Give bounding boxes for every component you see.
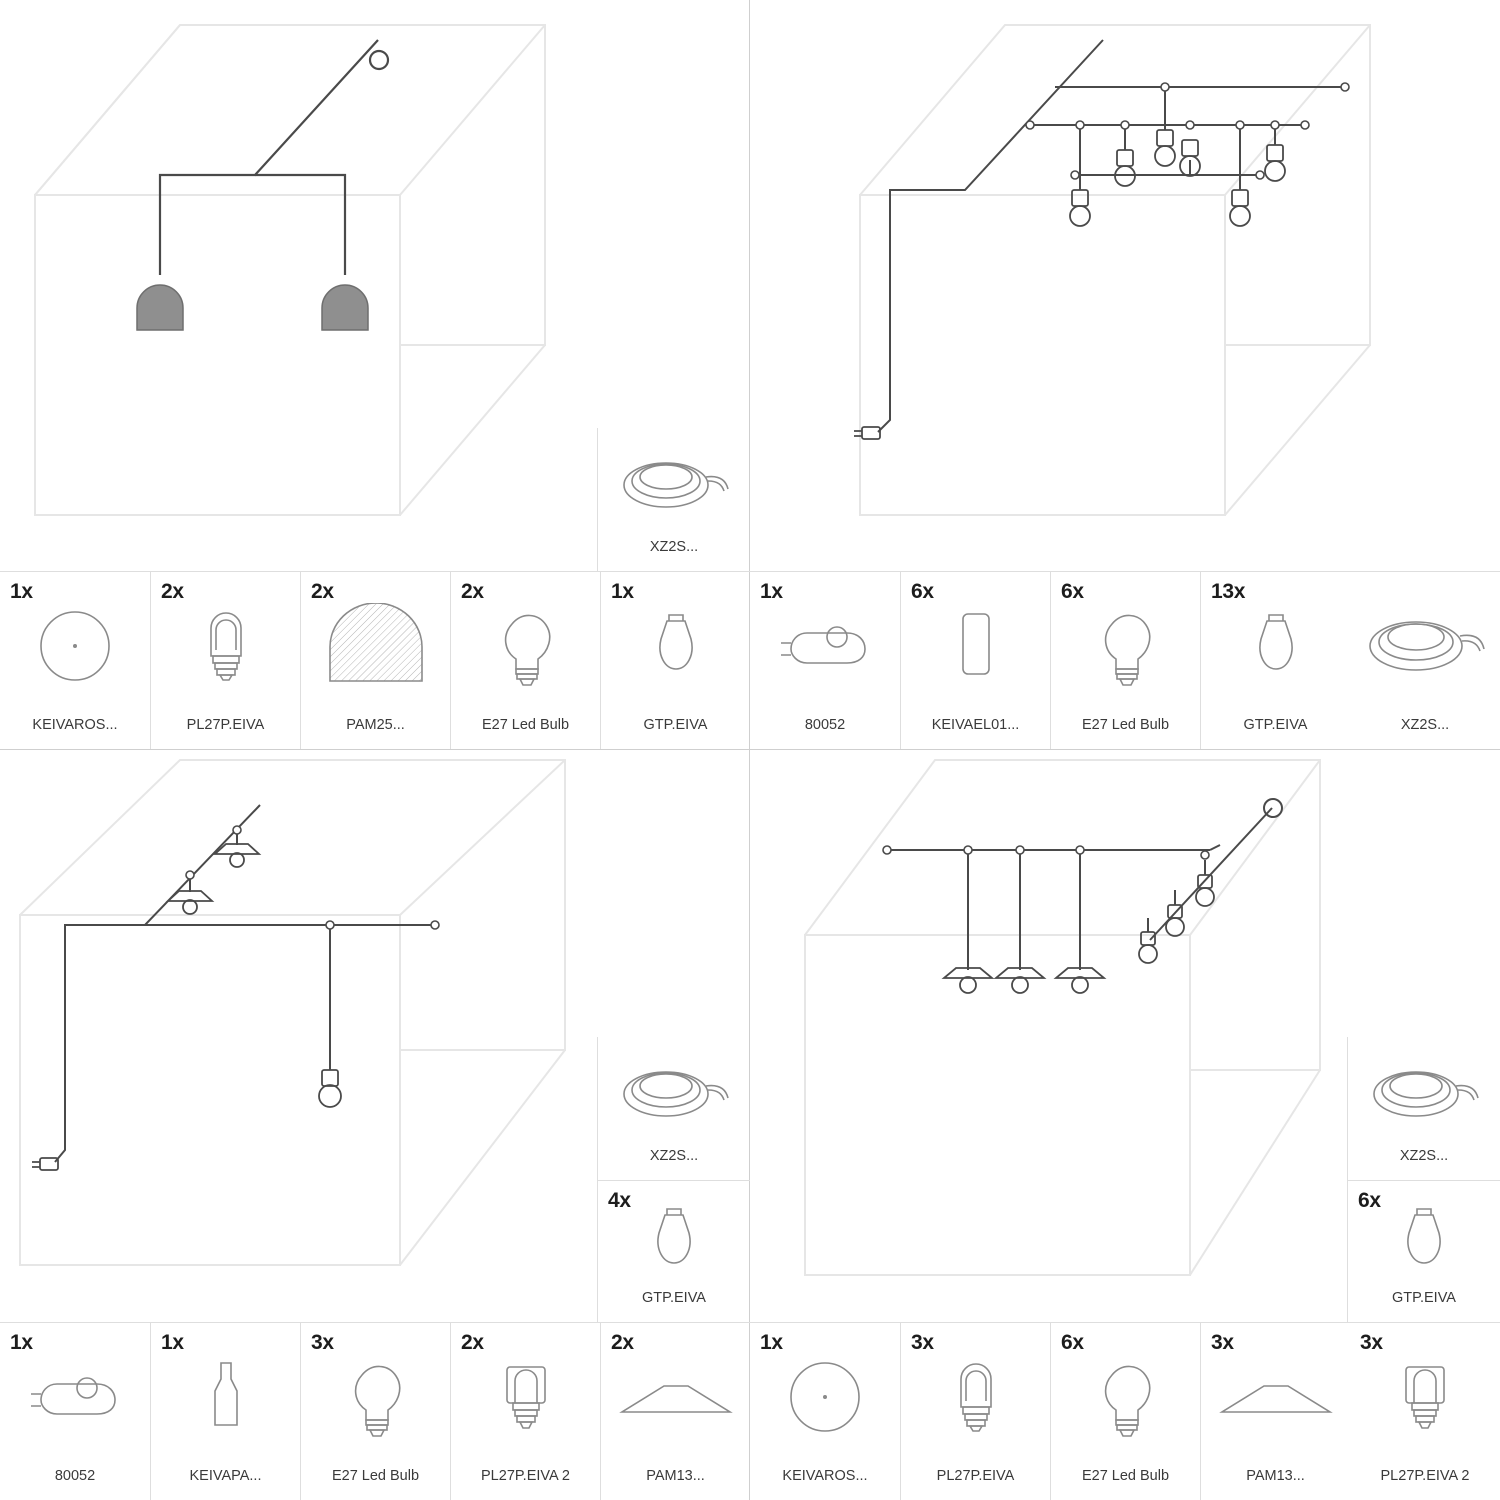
- bulb-icon: [494, 598, 558, 694]
- dome-shade-right: [322, 285, 368, 330]
- part-label: KEIVAROS...: [782, 1468, 868, 1484]
- plug-end: [854, 427, 880, 439]
- lamp-holder-icon: [941, 1349, 1011, 1445]
- part-item[interactable]: [750, 571, 900, 749]
- side-part-label: XZ2S...: [1399, 1148, 1449, 1164]
- part-item[interactable]: [900, 571, 1050, 749]
- side-part-qty: 6x: [1358, 1189, 1381, 1212]
- part-item[interactable]: [300, 1322, 450, 1500]
- part-label: E27 Led Bulb: [1081, 1468, 1170, 1484]
- panel-bottom-right: [750, 750, 1500, 1500]
- part-label: KEIVAPA...: [189, 1468, 262, 1484]
- side-part-label: GTP.EIVA: [1392, 1290, 1456, 1306]
- cable-gland-icon: [1245, 598, 1307, 694]
- cone-shade-icon: [616, 1349, 736, 1445]
- part-label: GTP.EIVA: [1243, 717, 1308, 733]
- part-qty: 1x: [760, 580, 783, 603]
- part-item[interactable]: [600, 1322, 750, 1500]
- part-item[interactable]: [0, 571, 150, 749]
- pendant-bulbs: [1070, 130, 1285, 226]
- side-part-cable[interactable]: [597, 428, 750, 571]
- wire-path: [55, 805, 435, 1162]
- part-label: KEIVAEL01...: [931, 717, 1020, 733]
- pendant-bulb: [319, 1070, 341, 1107]
- part-label: PL27P.EIVA: [936, 1468, 1015, 1484]
- part-qty: 3x: [911, 1331, 934, 1354]
- part-qty: 1x: [760, 1331, 783, 1354]
- part-label: GTP.EIVA: [643, 717, 708, 733]
- part-qty: 1x: [10, 1331, 33, 1354]
- part-item[interactable]: [900, 1322, 1050, 1500]
- part-item[interactable]: [1200, 1322, 1350, 1500]
- part-qty: 1x: [10, 580, 33, 603]
- part-qty: 2x: [611, 1331, 634, 1354]
- part-item[interactable]: [1350, 1322, 1500, 1500]
- part-item[interactable]: [600, 571, 750, 749]
- part-qty: 3x: [1360, 1331, 1383, 1354]
- panel-top-right: [750, 0, 1500, 750]
- part-label: KEIVAROS...: [32, 717, 118, 733]
- cone-shades: [944, 968, 1104, 993]
- part-qty: 13x: [1211, 580, 1246, 603]
- lamp-holder-2-icon: [491, 1349, 561, 1445]
- part-qty: 3x: [311, 1331, 334, 1354]
- plug-icon: [27, 1349, 123, 1445]
- part-qty: 1x: [611, 580, 634, 603]
- part-label: XZ2S...: [1400, 717, 1450, 733]
- part-label: PAM25...: [346, 717, 405, 733]
- ceiling-rose-icon: [783, 1349, 867, 1445]
- bulb-icon: [344, 1349, 408, 1445]
- scene-six-pendant-grid: [750, 0, 1500, 560]
- wire-path: [160, 40, 378, 275]
- part-qty: 6x: [911, 580, 934, 603]
- side-part-label: XZ2S...: [649, 1148, 699, 1164]
- part-item[interactable]: [1350, 571, 1500, 749]
- lamp-holder-icon: [191, 598, 261, 694]
- part-qty: 2x: [161, 580, 184, 603]
- part-qty: 3x: [1211, 1331, 1234, 1354]
- part-label: PL27P.EIVA 2: [1380, 1468, 1470, 1484]
- wire-nodes: [883, 846, 1209, 859]
- room-box: [860, 25, 1370, 515]
- cable-coil-icon: [598, 1055, 750, 1137]
- part-label: E27 Led Bulb: [331, 1468, 420, 1484]
- part-item[interactable]: [750, 1322, 900, 1500]
- part-item[interactable]: [1200, 571, 1350, 749]
- part-label: 80052: [54, 1468, 96, 1484]
- side-part-gland[interactable]: [597, 1180, 750, 1322]
- part-label: E27 Led Bulb: [1081, 717, 1170, 733]
- part-label: 80052: [804, 717, 846, 733]
- side-part-label: XZ2S...: [649, 539, 699, 555]
- bulb-icon: [1094, 1349, 1158, 1445]
- part-label: E27 Led Bulb: [481, 717, 570, 733]
- bottle-box-icon: [200, 1349, 252, 1445]
- lamp-holder-2-icon: [1390, 1349, 1460, 1445]
- room-box: [20, 760, 565, 1265]
- part-item[interactable]: [1050, 1322, 1200, 1500]
- panel-bottom-left: [0, 750, 750, 1500]
- part-item[interactable]: [450, 571, 600, 749]
- part-item[interactable]: [0, 1322, 150, 1500]
- dome-shade-icon: [320, 598, 432, 694]
- part-qty: 6x: [1061, 1331, 1084, 1354]
- part-qty: 2x: [461, 580, 484, 603]
- part-item[interactable]: [150, 1322, 300, 1500]
- wire-grid: [878, 40, 1345, 432]
- part-item[interactable]: [150, 571, 300, 749]
- bulb-icon: [1094, 598, 1158, 694]
- ceiling-rose-anchor: [1264, 799, 1282, 817]
- cable-coil-icon: [1360, 598, 1490, 694]
- parts-list-bottom-right: [750, 1322, 1500, 1500]
- part-label: PAM13...: [1246, 1468, 1305, 1484]
- wire-path: [887, 808, 1272, 970]
- parts-list-bottom-left: [0, 1322, 750, 1500]
- room-box: [805, 760, 1320, 1275]
- cone-shade-icon: [1216, 1349, 1336, 1445]
- part-qty: 2x: [461, 1331, 484, 1354]
- part-qty: 2x: [311, 580, 334, 603]
- ceiling-rose-icon: [33, 598, 117, 694]
- part-label: PL27P.EIVA: [186, 717, 265, 733]
- room-box: [35, 25, 545, 515]
- junction-box-icon: [949, 598, 1003, 694]
- part-label: PAM13...: [646, 1468, 705, 1484]
- cone-shades: [168, 844, 259, 914]
- cable-coil-icon: [1348, 1055, 1500, 1137]
- side-part-label: GTP.EIVA: [642, 1290, 706, 1306]
- part-item[interactable]: [1050, 571, 1200, 749]
- cable-coil-icon: [598, 446, 750, 528]
- part-label: PL27P.EIVA 2: [481, 1468, 570, 1484]
- panel-top-left: [0, 0, 750, 750]
- side-part-cable[interactable]: [1347, 1037, 1500, 1180]
- plug-icon: [777, 598, 873, 694]
- side-part-cable[interactable]: [597, 1037, 750, 1180]
- part-item[interactable]: [300, 571, 450, 749]
- part-qty: 6x: [1061, 580, 1084, 603]
- dome-shade-left: [137, 285, 183, 330]
- side-part-gland[interactable]: [1347, 1180, 1500, 1322]
- part-item[interactable]: [450, 1322, 600, 1500]
- plug-end: [32, 1158, 58, 1170]
- wire-nodes: [1026, 83, 1349, 179]
- part-qty: 1x: [161, 1331, 184, 1354]
- cable-gland-icon: [645, 598, 707, 694]
- parts-list-top-left: [0, 571, 750, 749]
- parts-list-top-right: [750, 571, 1500, 749]
- ceiling-rose-anchor: [370, 51, 388, 69]
- side-part-qty: 4x: [608, 1189, 631, 1212]
